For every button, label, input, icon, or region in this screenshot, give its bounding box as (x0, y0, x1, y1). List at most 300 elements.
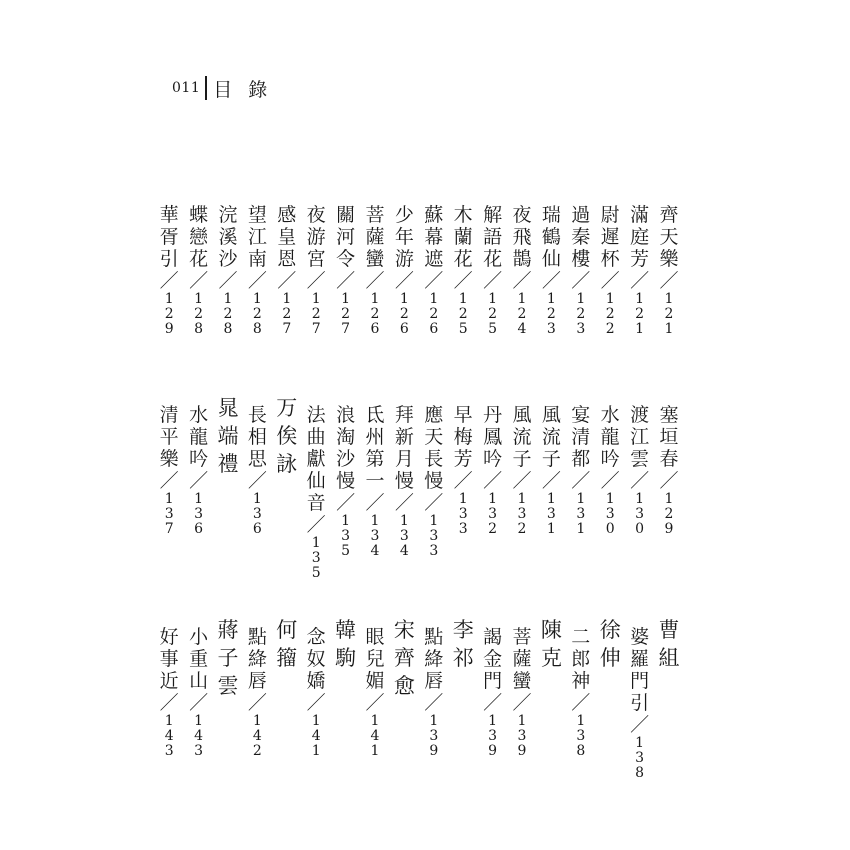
entry-page-digit: 9 (164, 321, 174, 337)
entry-title-char: 念 (306, 626, 326, 648)
toc-author (333, 616, 359, 672)
entry-page-digit: 3 (429, 543, 439, 559)
entry-page-digit: 1 (282, 291, 292, 307)
entry-page-digit: 8 (194, 321, 204, 337)
entry-title-char: 沙 (218, 248, 238, 270)
entry-separator: ／ (277, 270, 297, 292)
entry-page-digit: 3 (370, 528, 380, 544)
entry-title-char: 瑞 (541, 204, 561, 226)
author-char: 陳 (540, 618, 562, 642)
entry-separator: ／ (189, 270, 209, 292)
entry-page-digit: 5 (488, 321, 498, 337)
entry-page-digit: 3 (576, 728, 586, 744)
toc-entry (568, 204, 594, 337)
toc-entry (156, 404, 182, 537)
entry-title-char: 點 (424, 626, 444, 648)
entry-page-digit: 1 (458, 291, 468, 307)
entry-page-digit: 3 (546, 321, 556, 337)
author-char: 詠 (276, 452, 298, 476)
entry-page-digit: 6 (194, 521, 204, 537)
entry-title-char: 仙 (306, 470, 326, 492)
toc-entry (480, 404, 506, 537)
entry-title-char: 令 (336, 248, 356, 270)
entry-title-char: 雲 (630, 448, 650, 470)
entry-separator: ／ (424, 692, 444, 714)
entry-page-digit: 1 (635, 291, 645, 307)
entry-page-digit: 6 (429, 321, 439, 337)
entry-page-digit: 1 (488, 713, 498, 729)
page-number: 011 (172, 80, 201, 96)
entry-page-digit: 4 (370, 728, 380, 744)
entry-title-char: 皇 (277, 226, 297, 248)
entry-page-digit: 1 (399, 291, 409, 307)
entry-separator: ／ (394, 492, 414, 514)
author-char: 端 (217, 424, 239, 448)
entry-title-char: 唇 (424, 670, 444, 692)
author-char: 韓 (335, 618, 357, 642)
entry-page-digit: 5 (341, 543, 351, 559)
entry-page-digit: 9 (429, 743, 439, 759)
entry-page-digit: 1 (311, 713, 321, 729)
entry-title-char: 拜 (394, 404, 414, 426)
entry-page-digit: 2 (488, 306, 498, 322)
entry-separator: ／ (247, 692, 267, 714)
entry-title-char: 一 (365, 470, 385, 492)
entry-page-digit: 2 (664, 506, 674, 522)
toc-entry (538, 404, 564, 537)
toc-entry (597, 404, 623, 537)
toc-entry (362, 626, 388, 759)
entry-page-digit: 3 (546, 506, 556, 522)
entry-page-digit: 4 (517, 321, 527, 337)
entry-page-digit: 1 (635, 491, 645, 507)
entry-title-char: 水 (600, 404, 620, 426)
entry-page-digit: 3 (164, 743, 174, 759)
entry-title-char: 花 (189, 248, 209, 270)
entry-page-digit: 1 (341, 513, 351, 529)
entry-page-digit: 5 (458, 321, 468, 337)
entry-page-digit: 1 (605, 291, 615, 307)
entry-title-char: 州 (365, 426, 385, 448)
entry-title-char: 龍 (600, 426, 620, 448)
entry-title-char: 事 (159, 648, 179, 670)
entry-page-digit: 1 (194, 713, 204, 729)
entry-page-digit: 3 (576, 321, 586, 337)
entry-title-char: 風 (541, 404, 561, 426)
entry-page-digit: 1 (517, 713, 527, 729)
entry-separator: ／ (483, 692, 503, 714)
entry-title-char: 花 (453, 248, 473, 270)
toc-entry (156, 204, 182, 337)
entry-title-char: 第 (365, 448, 385, 470)
entry-page-digit: 1 (252, 491, 262, 507)
entry-title-char: 絳 (424, 648, 444, 670)
entry-page-digit: 2 (311, 306, 321, 322)
author-char: 曹 (658, 618, 680, 642)
toc-entry (186, 404, 212, 537)
page-header (172, 74, 283, 102)
entry-title-char: 絳 (247, 648, 267, 670)
toc-entry (362, 204, 388, 337)
entry-title-char: 杯 (600, 248, 620, 270)
entry-title-char: 塞 (659, 404, 679, 426)
entry-title-char: 蠻 (512, 670, 532, 692)
entry-title-char: 華 (159, 204, 179, 226)
toc-entry (421, 626, 447, 759)
entry-page-digit: 3 (488, 506, 498, 522)
entry-page-digit: 1 (194, 291, 204, 307)
entry-title-char: 都 (571, 448, 591, 470)
entry-separator: ／ (306, 692, 326, 714)
entry-title-char: 尉 (600, 204, 620, 226)
entry-page-digit: 3 (429, 728, 439, 744)
entry-separator: ／ (424, 270, 444, 292)
toc-author (391, 616, 417, 700)
entry-title-char: 近 (159, 670, 179, 692)
entry-page-digit: 1 (517, 291, 527, 307)
entry-title-char: 薩 (512, 648, 532, 670)
toc-entry (480, 626, 506, 759)
entry-title-char: 語 (483, 226, 503, 248)
entry-page-digit: 8 (576, 743, 586, 759)
entry-page-digit: 1 (546, 491, 556, 507)
entry-separator: ／ (453, 270, 473, 292)
author-char: 宋 (393, 618, 415, 642)
entry-title-char: 流 (541, 426, 561, 448)
entry-title-char: 小 (189, 626, 209, 648)
author-char: 祁 (452, 646, 474, 670)
entry-title-char: 宴 (571, 404, 591, 426)
entry-separator: ／ (512, 692, 532, 714)
entry-separator: ／ (424, 492, 444, 514)
entry-title-char: 年 (394, 226, 414, 248)
entry-separator: ／ (512, 470, 532, 492)
entry-page-digit: 5 (311, 565, 321, 581)
entry-title-char: 吟 (189, 448, 209, 470)
entry-title-char: 法 (306, 404, 326, 426)
entry-page-digit: 4 (370, 543, 380, 559)
entry-title-char: 眼 (365, 626, 385, 648)
entry-page-digit: 4 (164, 728, 174, 744)
entry-page-digit: 1 (488, 291, 498, 307)
entry-title-char: 感 (277, 204, 297, 226)
entry-separator: ／ (247, 470, 267, 492)
entry-title-char: 解 (483, 204, 503, 226)
entry-separator: ／ (159, 270, 179, 292)
entry-title-char: 淘 (336, 426, 356, 448)
entry-title-char: 鶴 (541, 226, 561, 248)
entry-page-digit: 0 (635, 521, 645, 537)
entry-separator: ／ (365, 692, 385, 714)
toc-entry (656, 404, 682, 537)
entry-title-char: 游 (306, 226, 326, 248)
entry-page-digit: 1 (576, 491, 586, 507)
entry-separator: ／ (394, 270, 414, 292)
entry-page-digit: 1 (605, 491, 615, 507)
toc-entry (627, 626, 653, 781)
entry-title-char: 關 (336, 204, 356, 226)
entry-title-char: 山 (189, 670, 209, 692)
entry-page-digit: 2 (223, 306, 233, 322)
entry-separator: ／ (512, 270, 532, 292)
entry-separator: ／ (159, 692, 179, 714)
toc-entry (244, 404, 270, 537)
entry-title-char: 浣 (218, 204, 238, 226)
entry-title-char: 流 (512, 426, 532, 448)
entry-title-char: 遮 (424, 248, 444, 270)
entry-title-char: 秦 (571, 226, 591, 248)
entry-title-char: 婆 (630, 626, 650, 648)
entry-page-digit: 9 (488, 743, 498, 759)
entry-title-char: 花 (483, 248, 503, 270)
entry-page-digit: 3 (311, 550, 321, 566)
entry-title-char: 二 (571, 626, 591, 648)
author-char: 子 (217, 646, 239, 670)
toc-entry (597, 204, 623, 337)
author-char: 禮 (217, 452, 239, 476)
entry-separator: ／ (453, 470, 473, 492)
entry-separator: ／ (306, 514, 326, 536)
entry-title-char: 溪 (218, 226, 238, 248)
entry-page-digit: 1 (576, 291, 586, 307)
entry-title-char: 獻 (306, 448, 326, 470)
entry-page-digit: 1 (223, 291, 233, 307)
header-divider (205, 76, 207, 100)
toc-entry (656, 204, 682, 337)
entry-title-char: 思 (247, 448, 267, 470)
entry-title-char: 河 (336, 226, 356, 248)
entry-page-digit: 2 (664, 306, 674, 322)
entry-title-char: 芳 (453, 448, 473, 470)
entry-title-char: 嬌 (306, 670, 326, 692)
author-char: 籀 (276, 646, 298, 670)
entry-page-digit: 1 (517, 491, 527, 507)
entry-page-digit: 1 (576, 521, 586, 537)
toc-entry (303, 204, 329, 337)
entry-title-char: 月 (394, 448, 414, 470)
entry-title-char: 慢 (424, 470, 444, 492)
entry-title-char: 江 (247, 226, 267, 248)
entry-title-char: 引 (159, 248, 179, 270)
entry-title-char: 點 (247, 626, 267, 648)
entry-title-char: 庭 (630, 226, 650, 248)
entry-separator: ／ (571, 692, 591, 714)
entry-title-char: 菩 (365, 204, 385, 226)
toc-entry (303, 404, 329, 581)
entry-separator: ／ (483, 270, 503, 292)
entry-title-char: 齊 (659, 204, 679, 226)
entry-page-digit: 1 (311, 291, 321, 307)
entry-title-char: 樂 (159, 448, 179, 470)
entry-title-char: 春 (659, 448, 679, 470)
entry-title-char: 胥 (159, 226, 179, 248)
entry-page-digit: 3 (429, 528, 439, 544)
entry-page-digit: 3 (488, 728, 498, 744)
toc-entry (568, 404, 594, 537)
entry-title-char: 木 (453, 204, 473, 226)
toc-author (597, 616, 623, 672)
author-char: 齊 (393, 646, 415, 670)
entry-title-char: 子 (512, 448, 532, 470)
entry-title-char: 垣 (659, 426, 679, 448)
toc-author (215, 394, 241, 478)
toc-entry (538, 204, 564, 337)
entry-title-char: 蘇 (424, 204, 444, 226)
entry-page-digit: 4 (194, 728, 204, 744)
toc-entry (156, 626, 182, 759)
entry-title-char: 清 (571, 426, 591, 448)
entry-page-digit: 9 (517, 743, 527, 759)
entry-page-digit: 1 (458, 491, 468, 507)
entry-title-char: 蘭 (453, 226, 473, 248)
toc-author (274, 616, 300, 672)
entry-title-char: 羅 (630, 648, 650, 670)
toc-author (274, 394, 300, 478)
entry-title-char: 唇 (247, 670, 267, 692)
entry-title-char: 梅 (453, 426, 473, 448)
entry-page-digit: 6 (399, 321, 409, 337)
toc-entry (421, 204, 447, 337)
entry-title-char: 樓 (571, 248, 591, 270)
entry-title-char: 引 (630, 692, 650, 714)
entry-page-digit: 1 (429, 291, 439, 307)
entry-separator: ／ (659, 470, 679, 492)
entry-title-char: 吟 (483, 448, 503, 470)
toc-entry (391, 204, 417, 337)
entry-page-digit: 1 (429, 513, 439, 529)
entry-page-digit: 1 (311, 535, 321, 551)
entry-page-digit: 1 (370, 513, 380, 529)
entry-title-char: 應 (424, 404, 444, 426)
entry-page-digit: 2 (164, 306, 174, 322)
entry-title-char: 蠻 (365, 248, 385, 270)
toc-entry (480, 204, 506, 337)
entry-page-digit: 1 (370, 713, 380, 729)
entry-title-char: 少 (394, 204, 414, 226)
entry-page-digit: 3 (635, 506, 645, 522)
toc-entry (509, 626, 535, 759)
entry-separator: ／ (659, 270, 679, 292)
entry-title-char: 丹 (483, 404, 503, 426)
entry-page-digit: 2 (282, 306, 292, 322)
entry-separator: ／ (336, 270, 356, 292)
toc-entry (186, 204, 212, 337)
entry-page-digit: 3 (194, 743, 204, 759)
entry-page-digit: 2 (488, 521, 498, 537)
entry-separator: ／ (336, 492, 356, 514)
entry-title-char: 門 (630, 670, 650, 692)
entry-separator: ／ (571, 270, 591, 292)
entry-title-char: 菩 (512, 626, 532, 648)
entry-page-digit: 4 (311, 728, 321, 744)
toc-entry (303, 626, 329, 759)
entry-separator: ／ (189, 470, 209, 492)
entry-page-digit: 3 (252, 506, 262, 522)
toc-entry (333, 204, 359, 337)
entry-title-char: 樂 (659, 248, 679, 270)
entry-separator: ／ (218, 270, 238, 292)
entry-page-digit: 1 (399, 513, 409, 529)
entry-page-digit: 3 (605, 506, 615, 522)
entry-page-digit: 7 (311, 321, 321, 337)
entry-title-char: 重 (189, 648, 209, 670)
entry-separator: ／ (541, 270, 561, 292)
entry-separator: ／ (159, 470, 179, 492)
author-char: 雲 (217, 674, 239, 698)
entry-title-char: 清 (159, 404, 179, 426)
entry-page-digit: 1 (635, 735, 645, 751)
author-char: 晁 (217, 396, 239, 420)
entry-title-char: 吟 (600, 448, 620, 470)
entry-page-digit: 2 (605, 321, 615, 337)
entry-page-digit: 2 (194, 306, 204, 322)
entry-title-char: 早 (453, 404, 473, 426)
entry-separator: ／ (365, 492, 385, 514)
toc-entry (627, 404, 653, 537)
author-char: 俟 (276, 424, 298, 448)
entry-title-char: 夜 (512, 204, 532, 226)
author-char: 組 (658, 646, 680, 670)
entry-page-digit: 2 (635, 306, 645, 322)
toc-entry (244, 626, 270, 759)
toc-entry (627, 204, 653, 337)
entry-title-char: 望 (247, 204, 267, 226)
entry-title-char: 戀 (189, 226, 209, 248)
entry-title-char: 浪 (336, 404, 356, 426)
entry-page-digit: 6 (252, 521, 262, 537)
entry-page-digit: 7 (341, 321, 351, 337)
entry-title-char: 天 (424, 426, 444, 448)
entry-page-digit: 2 (399, 306, 409, 322)
entry-page-digit: 1 (664, 321, 674, 337)
entry-page-digit: 0 (605, 521, 615, 537)
author-char: 李 (452, 618, 474, 642)
entry-title-char: 曲 (306, 426, 326, 448)
entry-title-char: 游 (394, 248, 414, 270)
entry-page-digit: 2 (252, 743, 262, 759)
entry-title-char: 沙 (336, 448, 356, 470)
author-char: 伸 (599, 646, 621, 670)
entry-page-digit: 3 (341, 528, 351, 544)
entry-title-char: 鵲 (512, 248, 532, 270)
entry-page-digit: 8 (252, 321, 262, 337)
toc-author (215, 616, 241, 700)
entry-page-digit: 1 (635, 321, 645, 337)
entry-page-digit: 3 (576, 506, 586, 522)
entry-title-char: 氐 (365, 404, 385, 426)
entry-page-digit: 2 (458, 306, 468, 322)
entry-page-digit: 1 (429, 713, 439, 729)
entry-page-digit: 1 (546, 521, 556, 537)
entry-title-char: 蝶 (189, 204, 209, 226)
toc-entry (186, 626, 212, 759)
entry-title-char: 郎 (571, 648, 591, 670)
author-char: 何 (276, 618, 298, 642)
entry-page-digit: 1 (546, 291, 556, 307)
entry-title-char: 慢 (336, 470, 356, 492)
entry-title-char: 長 (247, 404, 267, 426)
entry-title-char: 過 (571, 204, 591, 226)
entry-title-char: 新 (394, 426, 414, 448)
entry-title-char: 飛 (512, 226, 532, 248)
entry-title-char: 金 (483, 648, 503, 670)
entry-separator: ／ (247, 270, 267, 292)
entry-page-digit: 3 (458, 521, 468, 537)
entry-title-char: 遲 (600, 226, 620, 248)
entry-title-char: 神 (571, 670, 591, 692)
entry-title-char: 薩 (365, 226, 385, 248)
toc-entry (215, 204, 241, 337)
